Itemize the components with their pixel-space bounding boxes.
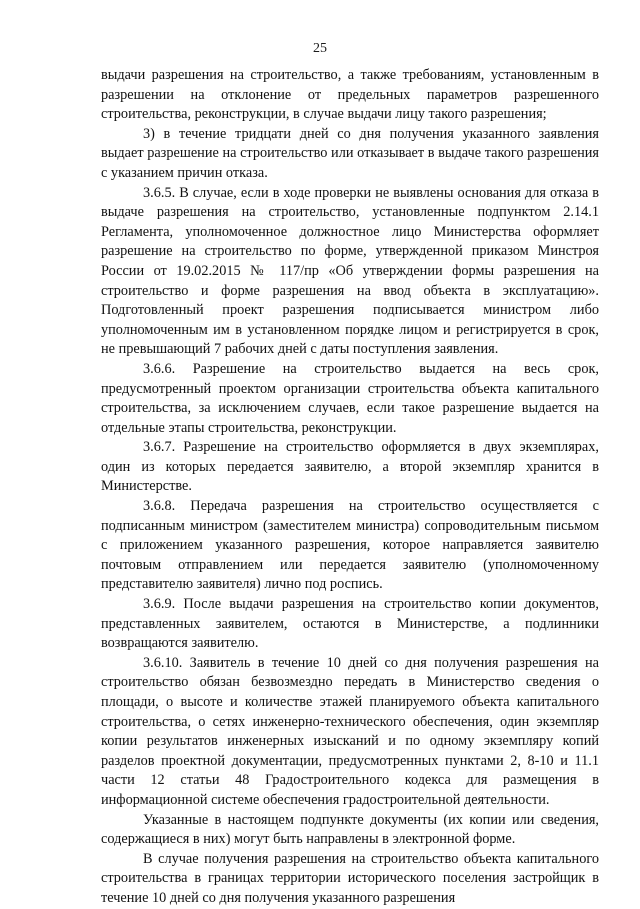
paragraph-item-3: 3) в течение тридцати дней со дня получения указанного заявления выдает разрешение на строительство или отказывает в выдаче такого разрешения с указанием причин отказа.: [101, 125, 599, 181]
paragraph-continuation: выдачи разрешения на строительство, а также требованиям, установленным в разрешении на отклонение от предельных параметров разрешенного строительства, реконструкции, в случае выдачи лицу такого разрешения;: [101, 67, 599, 123]
paragraph-3-6-7: 3.6.7. Разрешение на строительство оформляется в двух экземплярах, один из которых передается заявителю, а второй экземпляр хранится в Министерстве.: [101, 439, 599, 495]
paragraph-3-6-6: 3.6.6. Разрешение на строительство выдается на весь срок, предусмотренный проектом организации строительства объекта капитального строительства, за исключением случаев, если такое разрешение выдается на отдельные этапы строительства, реконструкции.: [101, 360, 599, 436]
page-number: 25: [313, 41, 327, 56]
paragraph-electronic-form: Указанные в настоящем подпункте документы (их копии или сведения, содержащиеся в них) могут быть направлены в электронной форме.: [101, 811, 599, 848]
paragraph-historic-settlement: В случае получения разрешения на строительство объекта капитального строительства в границах территории исторического поселения застройщик в течение 10 дней со дня получения указанного разрешения: [101, 850, 599, 906]
document-body: [101, 66, 599, 909]
paragraph-3-6-10: 3.6.10. Заявитель в течение 10 дней со дня получения разрешения на строительство обязан безвозмездно передать в Министерство сведения о площади, о высоте и количестве этажей планируемого объекта капитального строительства, о сетях инженерно-технического обеспечения, один экземпляр копии результатов инженерных изысканий и по одному экземпляру копий разделов проектной документации, предусмотренных пунктами 2, 8-10 и 11.1 части 12 статьи 48 Градостроительного кодекса для размещения в информационной системе обеспечения градостроительной деятельности.: [101, 654, 599, 808]
paragraph-3-6-8: 3.6.8. Передача разрешения на строительство осуществляется с подписанным министром (заместителем министра) сопроводительным письмом с приложением указанного разрешения, которое направляется заявителю почтовым отправлением или передается заявителю (уполномоченному представителю заявителя) лично под роспись.: [101, 498, 599, 593]
paragraph-3-6-9: 3.6.9. После выдачи разрешения на строительство копии документов, представленных заявителем, остаются в Министерстве, а подлинники возвращаются заявителю.: [101, 596, 599, 652]
paragraph-3-6-5: 3.6.5. В случае, если в ходе проверки не выявлены основания для отказа в выдаче разрешения на строительство, установленные подпунктом 2.14.1 Регламента, уполномоченное должностное лицо Министерства оформляет разрешение на строительство по форме, утвержденной приказом Минстроя России от 19.02.2015 № 117/пр «Об утверждении формы разрешения на строительство и форме разрешения на ввод объекта в эксплуатацию». Подготовленный проект разрешения подписывается министром либо уполномоченным им в установленном порядке лицом и регистрируется в срок, не превышающий 7 рабочих дней с даты поступления заявления.: [101, 184, 599, 358]
